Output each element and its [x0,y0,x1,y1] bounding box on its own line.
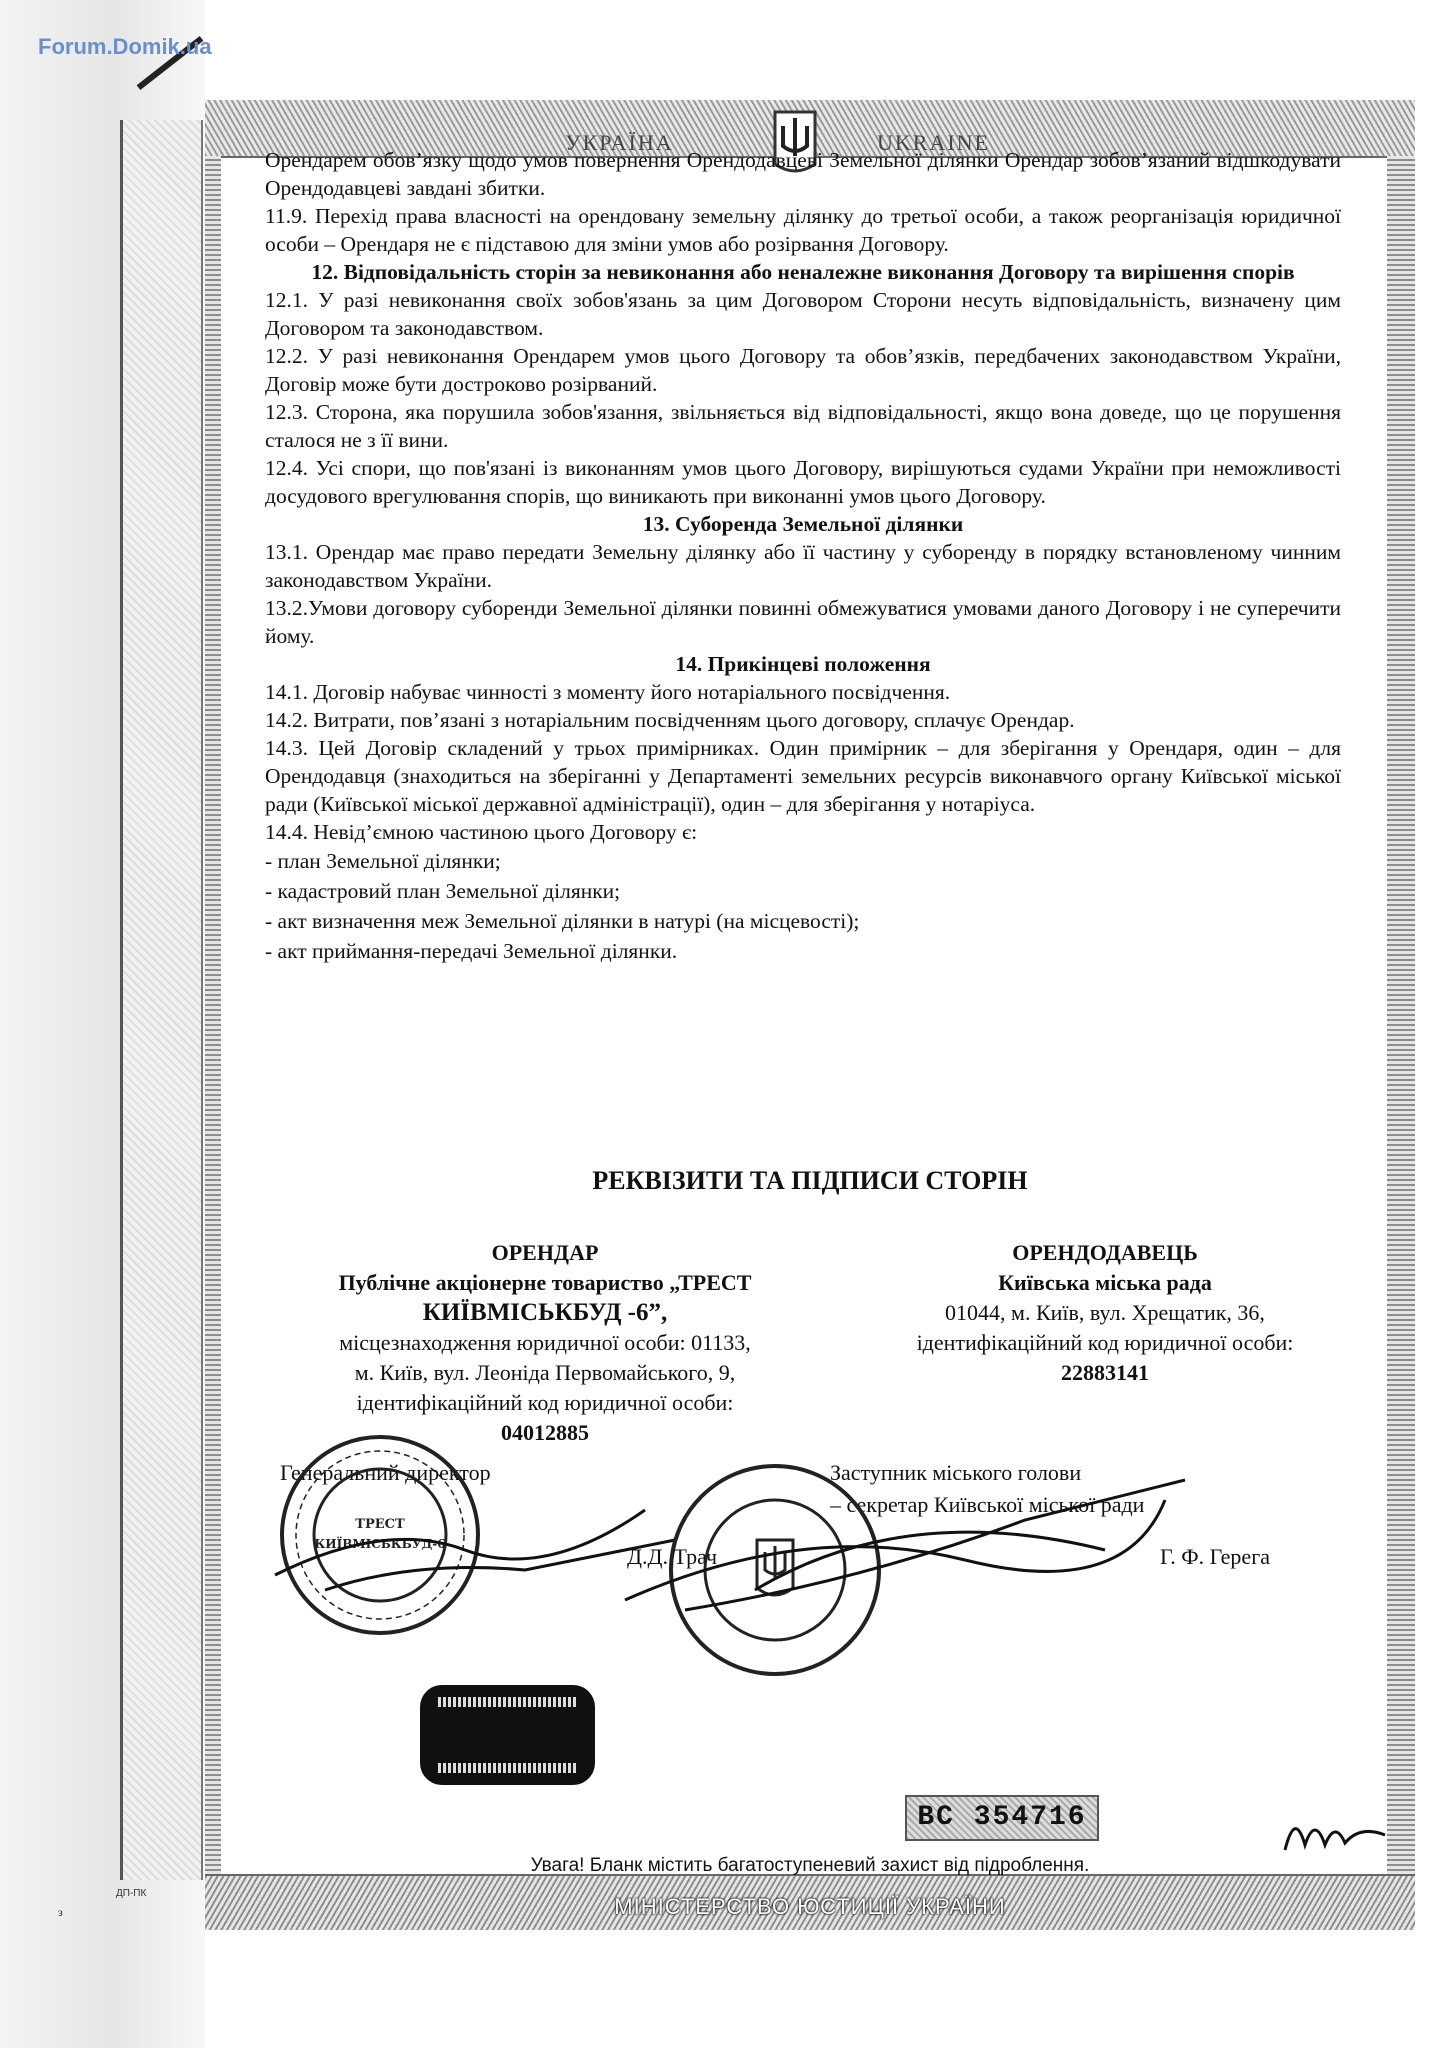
landlord-role: ОРЕНДОДАВЕЦЬ [1012,1240,1198,1265]
left-binding-pattern [120,120,203,1880]
landlord-signer: Г. Ф. Герега [1160,1544,1270,1569]
clause-14-3: 14.3. Цей Договір складений у трьох примірниках. Один примірник – для зберігання у Орендаря, один – для Орендодавця (знаходиться на зберіганні у Департаменті земельних ресурсів виконавчого органу Київської міської ради (Київської міської державної адміністрації), один – для зберігання у нотаріуса. [265,736,1341,816]
annex-item: - план Земельної ділянки; [265,849,501,873]
section-heading-12: 12. Відповідальність сторін за невиконання або неналежне виконання Договору та вирішення спорів [311,260,1295,284]
clause-13-1: 13.1. Орендар має право передати Земельну ділянку або її частину у суборенду в порядку встановленому чинним законодавством України. [265,540,1341,592]
seal-text-band-bottom [438,1763,578,1773]
tenant-role: ОРЕНДАР [491,1240,599,1265]
requisites-title: РЕКВІЗИТИ ТА ПІДПИСИ СТОРІН [592,1166,1028,1195]
header-ukraine-ua: УКРАЇНА [565,130,674,155]
left-binding-strip [0,0,205,2048]
clause-14-4: 14.4. Невід’ємною частиною цього Договору є: [265,820,698,844]
tenant-org-line1: Публічне акціонерне товариство „ТРЕСТ [338,1270,752,1295]
tenant-address-1: місцезнаходження юридичної особи: 01133, [339,1330,751,1355]
footer-ministry: МІНІСТЕРСТВО ЮСТИЦІЇ УКРАЇНИ [614,1894,1006,1919]
section-heading-13: 13. Суборенда Земельної ділянки [642,512,964,536]
tenant-signer: Д.Д. Трач [627,1544,718,1569]
annex-item: - кадастровий план Земельної ділянки; [265,879,621,903]
margin-dot: з [58,1905,63,1919]
form-serial-number: ВС 354716 [905,1795,1099,1841]
clause-12-2: 12.2. У разі невиконання Орендарем умов цього Договору та обов’язків, передбачених законодавством України, Договір може бути достроково розірваний. [265,344,1341,396]
clause-14-2: 14.2. Витрати, пов’язані з нотаріальним посвідченням цього договору, сплачує Орендар. [265,708,1075,732]
seal-text-band-top [438,1697,578,1707]
margin-note: ДП-ПК [116,1888,147,1899]
watermark: Forum.Domik.ua [38,34,212,59]
annex-item: - акт приймання-передачі Земельної ділянки. [265,939,678,963]
landlord-requisites [845,1238,1365,1388]
tenant-org-line2: КИЇВМІСЬКБУД -6”, [422,1299,668,1326]
form-border-right [1387,156,1415,1876]
section-heading-14: 14. Прикінцеві положення [675,652,931,676]
landlord-address: 01044, м. Київ, вул. Хрещатик, 36, [945,1300,1265,1325]
clause-12-1: 12.1. У разі невиконання своїх зобов'язань за цим Договором Сторони несуть відповідальність, визначену цим Договором та законодавством. [265,288,1341,340]
landlord-position-2: – секретар Київської міської ради [830,1492,1145,1517]
notarial-form [205,100,1415,1930]
tenant-requisites [265,1238,825,1448]
form-border-bottom [205,1874,1415,1930]
clause-13-2: 13.2.Умови договору суборенди Земельної ділянки повинні обмежуватися умовами даного Договору і не суперечити йому. [265,596,1341,648]
paragraph: 11.9. Перехід права власності на орендовану земельну ділянку до третьої особи, а також реорганізація юридичної особи – Орендаря не є підставою для зміни умов або розірвання Договору. [265,204,1341,256]
landlord-signature [605,1460,1205,1620]
landlord-org: Київська міська рада [998,1270,1212,1295]
tenant-position: Генеральний директор [280,1460,491,1485]
landlord-position-1: Заступник міського голови [830,1460,1082,1485]
contract-text [265,146,1341,966]
tenant-code: 04012885 [501,1420,589,1445]
clause-12-3: 12.3. Сторона, яка порушила зобов'язання, звільняється від відповідальності, якщо вона доведе, що це порушення сталося не з її вини. [265,400,1341,452]
tenant-code-label: ідентифікаційний код юридичної особи: [356,1390,734,1415]
form-border-left [205,156,221,1876]
landlord-code: 22883141 [1061,1360,1149,1385]
clause-12-4: 12.4. Усі спори, що пов'язані із виконанням умов цього Договору, вирішуються судами України при неможливості досудового врегулювання спорів, що виникають при виконанні умов цього Договору. [265,456,1341,508]
svg-text:КИЇВМІСЬКБУД-6: КИЇВМІСЬКБУД-6 [314,1537,446,1551]
landlord-code-label: ідентифікаційний код юридичної особи: [916,1330,1294,1355]
tenant-address-2: м. Київ, вул. Леоніда Первомайського, 9, [354,1360,736,1385]
paragraph: Орендарем обов’язку щодо умов повернення Орендодавцеві Земельної ділянки Орендар зобов’язаний відшкодувати Орендодавцеві завдані збитки. [265,148,1341,200]
annex-item: - акт визначення меж Земельної ділянки в натурі (на місцевості); [265,909,860,933]
header-ukraine-en: UKRAINE [877,130,990,155]
clause-14-1: 14.1. Договір набуває чинності з моменту його нотаріального посвідчення. [265,680,951,704]
security-warning: Увага! Бланк містить багатоступеневий захист від підроблення. [530,1855,1090,1876]
hologram-seal [420,1685,595,1785]
svg-text:ТРЕСТ: ТРЕСТ [355,1517,405,1532]
